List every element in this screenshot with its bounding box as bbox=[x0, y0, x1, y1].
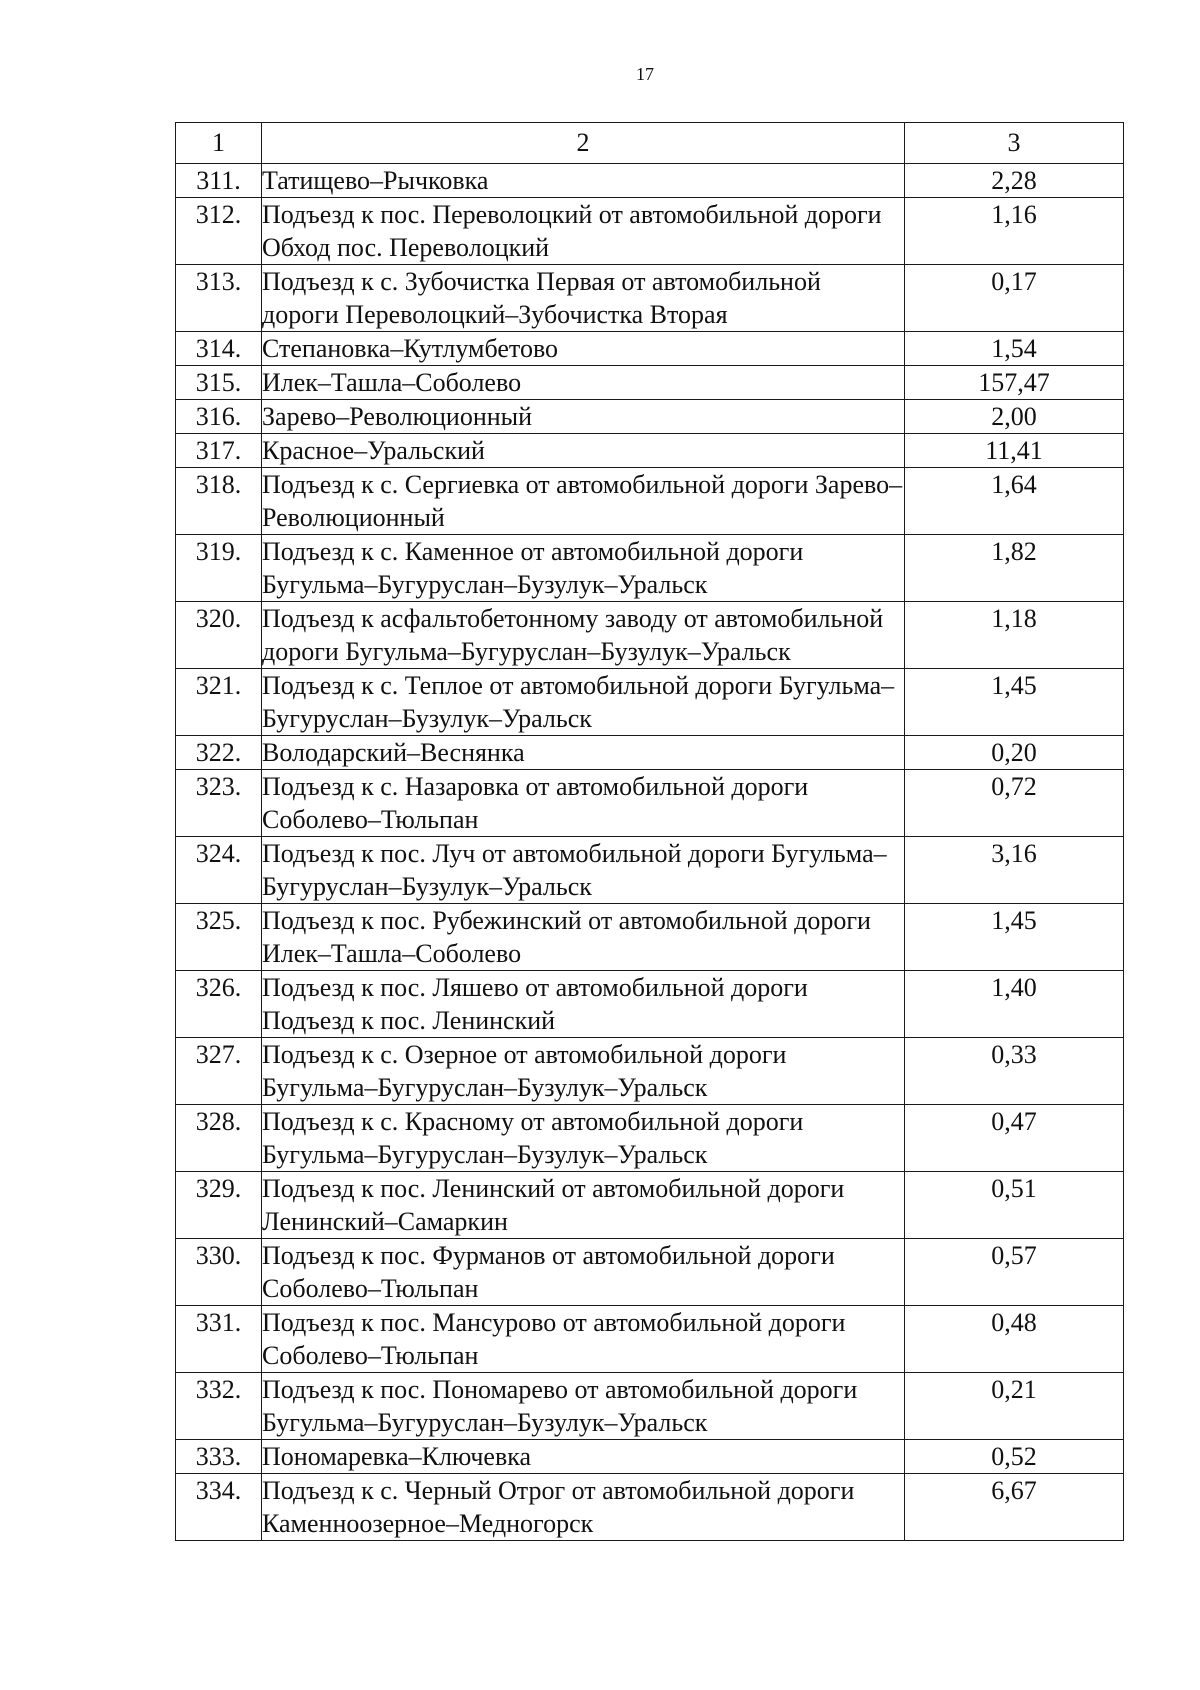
road-length-cell: 1,54 bbox=[905, 332, 1124, 366]
table-row bbox=[176, 400, 1124, 434]
road-name-cell: Подъезд к пос. Фурманов от автомобильной дороги Соболево–Тюльпан bbox=[262, 1239, 905, 1306]
row-number-cell: 328. bbox=[176, 1105, 262, 1172]
table-row bbox=[176, 1172, 1124, 1239]
row-number-cell: 325. bbox=[176, 904, 262, 971]
road-length-cell: 11,41 bbox=[905, 434, 1124, 468]
road-table bbox=[175, 122, 1124, 1541]
table-row bbox=[176, 1474, 1124, 1541]
row-number-cell: 329. bbox=[176, 1172, 262, 1239]
row-number-cell: 319. bbox=[176, 535, 262, 602]
table-row bbox=[176, 1306, 1124, 1373]
road-length-cell: 0,48 bbox=[905, 1306, 1124, 1373]
table-row bbox=[176, 468, 1124, 535]
road-length-cell: 0,21 bbox=[905, 1373, 1124, 1440]
road-length-cell: 1,64 bbox=[905, 468, 1124, 535]
road-length-cell: 1,82 bbox=[905, 535, 1124, 602]
row-number-cell: 318. bbox=[176, 468, 262, 535]
road-name-cell: Подъезд к с. Сергиевка от автомобильной дороги Зарево–Революционный bbox=[262, 468, 905, 535]
road-name-cell: Подъезд к с. Теплое от автомобильной дороги Бугульма–Бугуруслан–Бузулук–Уральск bbox=[262, 669, 905, 736]
row-number-cell: 315. bbox=[176, 366, 262, 400]
row-number-cell: 320. bbox=[176, 602, 262, 669]
table-row bbox=[176, 736, 1124, 770]
road-name-cell: Красное–Уральский bbox=[262, 434, 905, 468]
table-row bbox=[176, 198, 1124, 265]
table-body bbox=[176, 164, 1124, 1541]
table-row bbox=[176, 1105, 1124, 1172]
road-name-cell: Подъезд к с. Красному от автомобильной дороги Бугульма–Бугуруслан–Бузулук–Уральск bbox=[262, 1105, 905, 1172]
road-name-cell: Степановка–Кутлумбетово bbox=[262, 332, 905, 366]
road-length-cell: 2,28 bbox=[905, 164, 1124, 198]
row-number-cell: 317. bbox=[176, 434, 262, 468]
column-header-name: 2 bbox=[262, 123, 905, 164]
road-name-cell: Подъезд к пос. Ленинский от автомобильной дороги Ленинский–Самаркин bbox=[262, 1172, 905, 1239]
row-number-cell: 333. bbox=[176, 1440, 262, 1474]
table-row bbox=[176, 669, 1124, 736]
road-name-cell: Подъезд к пос. Ляшево от автомобильной дороги Подъезд к пос. Ленинский bbox=[262, 971, 905, 1038]
road-length-cell: 0,17 bbox=[905, 265, 1124, 332]
row-number-cell: 313. bbox=[176, 265, 262, 332]
road-length-cell: 1,45 bbox=[905, 904, 1124, 971]
table-row bbox=[176, 971, 1124, 1038]
road-length-cell: 0,72 bbox=[905, 770, 1124, 837]
table-row bbox=[176, 904, 1124, 971]
road-name-cell: Подъезд к пос. Рубежинский от автомобильной дороги Илек–Ташла–Соболево bbox=[262, 904, 905, 971]
row-number-cell: 330. bbox=[176, 1239, 262, 1306]
row-number-cell: 321. bbox=[176, 669, 262, 736]
table-row bbox=[176, 602, 1124, 669]
road-length-cell: 0,47 bbox=[905, 1105, 1124, 1172]
table-row bbox=[176, 535, 1124, 602]
road-name-cell: Подъезд к с. Назаровка от автомобильной дороги Соболево–Тюльпан bbox=[262, 770, 905, 837]
road-name-cell: Зарево–Революционный bbox=[262, 400, 905, 434]
road-name-cell: Подъезд к пос. Мансурово от автомобильной дороги Соболево–Тюльпан bbox=[262, 1306, 905, 1373]
road-length-cell: 0,33 bbox=[905, 1038, 1124, 1105]
road-name-cell: Подъезд к с. Зубочистка Первая от автомобильной дороги Переволоцкий–Зубочистка Вторая bbox=[262, 265, 905, 332]
table-row bbox=[176, 1038, 1124, 1105]
road-name-cell: Подъезд к с. Каменное от автомобильной дороги Бугульма–Бугуруслан–Бузулук–Уральск bbox=[262, 535, 905, 602]
row-number-cell: 326. bbox=[176, 971, 262, 1038]
table-row bbox=[176, 366, 1124, 400]
road-name-cell: Татищево–Рычковка bbox=[262, 164, 905, 198]
road-length-cell: 6,67 bbox=[905, 1474, 1124, 1541]
table-row bbox=[176, 265, 1124, 332]
road-length-cell: 0,52 bbox=[905, 1440, 1124, 1474]
row-number-cell: 332. bbox=[176, 1373, 262, 1440]
table-row bbox=[176, 1373, 1124, 1440]
road-length-cell: 0,20 bbox=[905, 736, 1124, 770]
table-row bbox=[176, 164, 1124, 198]
road-name-cell: Подъезд к асфальтобетонному заводу от автомобильной дороги Бугульма–Бугуруслан–Бузулук–Уральск bbox=[262, 602, 905, 669]
road-length-cell: 0,57 bbox=[905, 1239, 1124, 1306]
column-header-length: 3 bbox=[905, 123, 1124, 164]
column-header-number: 1 bbox=[176, 123, 262, 164]
road-name-cell: Подъезд к пос. Луч от автомобильной дороги Бугульма–Бугуруслан–Бузулук–Уральск bbox=[262, 837, 905, 904]
road-name-cell: Илек–Ташла–Соболево bbox=[262, 366, 905, 400]
row-number-cell: 314. bbox=[176, 332, 262, 366]
road-name-cell: Володарский–Веснянка bbox=[262, 736, 905, 770]
road-length-cell: 0,51 bbox=[905, 1172, 1124, 1239]
road-length-cell: 157,47 bbox=[905, 366, 1124, 400]
table-header-row bbox=[176, 123, 1124, 164]
road-name-cell: Подъезд к пос. Пономарево от автомобильной дороги Бугульма–Бугуруслан–Бузулук–Уральск bbox=[262, 1373, 905, 1440]
row-number-cell: 316. bbox=[176, 400, 262, 434]
road-name-cell: Подъезд к пос. Переволоцкий от автомобильной дороги Обход пос. Переволоцкий bbox=[262, 198, 905, 265]
road-length-cell: 3,16 bbox=[905, 837, 1124, 904]
row-number-cell: 324. bbox=[176, 837, 262, 904]
row-number-cell: 323. bbox=[176, 770, 262, 837]
table-row bbox=[176, 1239, 1124, 1306]
road-length-cell: 1,45 bbox=[905, 669, 1124, 736]
road-length-cell: 1,40 bbox=[905, 971, 1124, 1038]
table-row bbox=[176, 837, 1124, 904]
row-number-cell: 312. bbox=[176, 198, 262, 265]
table-row bbox=[176, 332, 1124, 366]
row-number-cell: 331. bbox=[176, 1306, 262, 1373]
row-number-cell: 322. bbox=[176, 736, 262, 770]
road-name-cell: Подъезд к с. Озерное от автомобильной дороги Бугульма–Бугуруслан–Бузулук–Уральск bbox=[262, 1038, 905, 1105]
table-row bbox=[176, 434, 1124, 468]
row-number-cell: 334. bbox=[176, 1474, 262, 1541]
page-number: 17 bbox=[636, 64, 654, 84]
row-number-cell: 311. bbox=[176, 164, 262, 198]
table-row bbox=[176, 770, 1124, 837]
road-length-cell: 1,16 bbox=[905, 198, 1124, 265]
road-length-cell: 1,18 bbox=[905, 602, 1124, 669]
table-row bbox=[176, 1440, 1124, 1474]
row-number-cell: 327. bbox=[176, 1038, 262, 1105]
road-name-cell: Подъезд к с. Черный Отрог от автомобильной дороги Каменноозерное–Медногорск bbox=[262, 1474, 905, 1541]
road-length-cell: 2,00 bbox=[905, 400, 1124, 434]
road-name-cell: Пономаревка–Ключевка bbox=[262, 1440, 905, 1474]
